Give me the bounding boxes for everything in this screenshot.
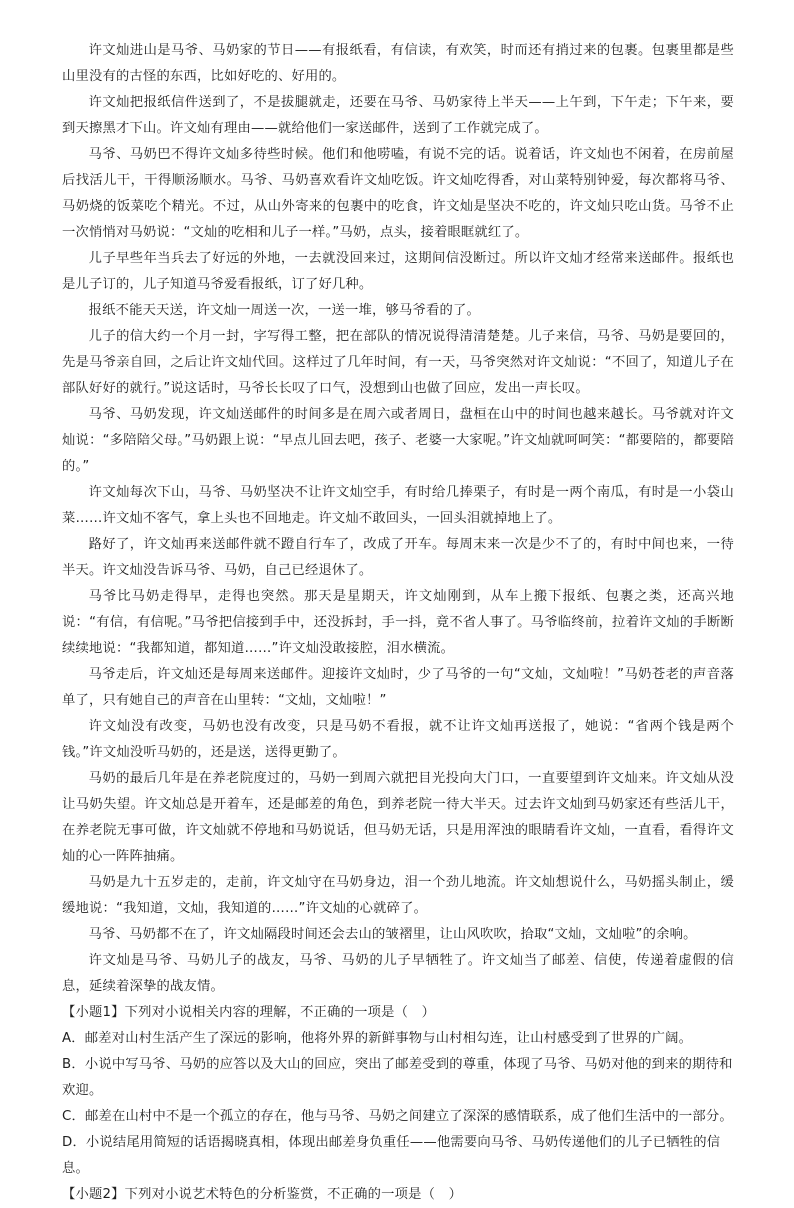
option-c: C．邮差在山村中不是一个孤立的存在，他与马爷、马奶之间建立了深深的感情联系，成了他们生活中的一部分。 (62, 1109, 733, 1124)
story-paragraph: 马奶的最后几年是在养老院度过的，马奶一到周六就把目光投向大门口，一直要望到许文灿来。许文灿从没让马奶失望。许文灿总是开着车，还是邮差的角色，到养老院一待大半天。过去许文灿到马奶家还有些活儿干，在养老院无事可做，许文灿就不停地和马奶说话，但马奶无话，只是用浑浊的眼睛看许文灿，一直看，看得许文灿的心一阵阵抽痛。 (62, 771, 734, 864)
story-paragraph: 马爷走后，许文灿还是每周来送邮件。迎接许文灿时，少了马爷的一句“文灿，文灿啦！”马奶苍老的声音落单了，只有她自己的声音在山里转：“文灿，文灿啦！” (62, 667, 734, 708)
story-paragraph: 马奶是九十五岁走的，走前，许文灿守在马奶身边，泪一个劲儿地流。许文灿想说什么，马奶摇头制止，缓缓地说：“我知道，文灿，我知道的……”许文灿的心就碎了。 (62, 875, 734, 916)
story-paragraph: 儿子的信大约一个月一封，字写得工整，把在部队的情况说得清清楚楚。儿子来信，马爷、马奶是要回的，先是马爷亲自回，之后让许文灿代回。这样过了几年时间，有一天，马爷突然对许文灿说：“不回了，知道儿子在部队好好的就行。”说这话时，马爷长长叹了口气，没想到山也做了回应，发出一声长叹。 (62, 329, 734, 396)
question-stem: 【小题2】下列对小说艺术特色的分析鉴赏，不正确的一项是（ ） (62, 1187, 463, 1202)
question-2 (62, 1182, 734, 1208)
story-paragraph: 马爷、马奶发现，许文灿送邮件的时间多是在周六或者周日，盘桓在山中的时间也越来越长。马爷就对许文灿说：“多陪陪父母。”马奶跟上说：“早点儿回去吧，孩子、老婆一大家呢。”许文灿就呵呵笑：“都要陪的，都要陪的。” (62, 407, 734, 474)
option-b: B．小说中写马爷、马奶的应答以及大山的回应，突出了邮差受到的尊重，体现了马爷、马奶对他的到来的期待和欢迎。 (62, 1057, 733, 1098)
story-paragraph: 许文灿进山是马爷、马奶家的节日——有报纸看，有信读，有欢笑，时而还有捎过来的包裹。包裹里都是些山里没有的古怪的东西，比如好吃的、好用的。 (62, 43, 734, 84)
option-a: A．邮差对山村生活产生了深远的影响，他将外界的新鲜事物与山村相勾连，让山村感受到了世界的广阔。 (62, 1031, 693, 1046)
question-stem: 【小题1】下列对小说相关内容的理解，不正确的一项是（ ） (62, 1005, 436, 1020)
story-paragraph: 许文灿没有改变，马奶也没有改变，只是马奶不看报，就不让许文灿再送报了，她说：“省两个钱是两个钱。”许文灿没听马奶的，还是送，送得更勤了。 (62, 719, 734, 760)
story-paragraph: 许文灿把报纸信件送到了，不是拔腿就走，还要在马爷、马奶家待上半天——上午到，下午走；下午来，要到天擦黑才下山。许文灿有理由——就给他们一家送邮件，送到了工作就完成了。 (62, 95, 734, 136)
story-paragraph: 马爷、马奶都不在了，许文灿隔段时间还会去山的皱褶里，让山风吹吹，拾取“文灿，文灿啦”的余响。 (88, 927, 697, 942)
question-1 (62, 1000, 734, 1182)
story-paragraph: 许文灿是马爷、马奶儿子的战友，马爷、马奶的儿子早牺牲了。许文灿当了邮差、信使，传递着虚假的信息，延续着深挚的战友情。 (62, 953, 734, 994)
story-paragraph: 马爷、马奶巴不得许文灿多待些时候。他们和他唠嗑，有说不完的话。说着话，许文灿也不闲着，在房前屋后找活儿干，干得顺汤顺水。马爷、马奶喜欢看许文灿吃饭。许文灿吃得香，对山菜特别钟爱，每次都将马爷、马奶烧的饭菜吃个精光。不过，从山外寄来的包裹中的吃食，许文灿是坚决不吃的，许文灿只吃山货。马爷不止一次悄悄对马奶说：“文灿的吃相和儿子一样。”马奶，点头，接着眼眶就红了。 (62, 147, 734, 240)
story-paragraph: 许文灿每次下山，马爷、马奶坚决不让许文灿空手，有时给几捧栗子，有时是一两个南瓜，有时是一小袋山菜……许文灿不客气，拿上头也不回地走。许文灿不敢回头，一回头泪就掉地上了。 (62, 485, 734, 526)
story-paragraph: 路好了，许文灿再来送邮件就不蹬自行车了，改成了开车。每周末来一次是少不了的，有时中间也来，一待半天。许文灿没告诉马爷、马奶，自己已经退休了。 (62, 537, 734, 578)
story-paragraph: 报纸不能天天送，许文灿一周送一次，一送一堆，够马爷看的了。 (88, 303, 481, 318)
story-paragraph: 儿子早些年当兵去了好远的外地，一去就没回来过，这期间信没断过。所以许文灿才经常来送邮件。报纸也是儿子订的，儿子知道马爷爱看报纸，订了好几种。 (62, 251, 734, 292)
story-paragraph: 马爷比马奶走得早，走得也突然。那天是星期天，许文灿刚到，从车上搬下报纸、包裹之类，还高兴地说：“有信，有信呢。”马爷把信接到手中，还没拆封，手一抖，竟不省人事了。马爷临终前，拉着许文灿的手断断续续地说：“我都知道，都知道……”许文灿没敢接腔，泪水横流。 (62, 589, 734, 656)
document-page (62, 38, 734, 1208)
option-d: D．小说结尾用简短的话语揭晓真相，体现出邮差身负重任——他需要向马爷、马奶传递他们的儿子已牺牲的信息。 (62, 1135, 721, 1176)
story-body (62, 38, 734, 1000)
